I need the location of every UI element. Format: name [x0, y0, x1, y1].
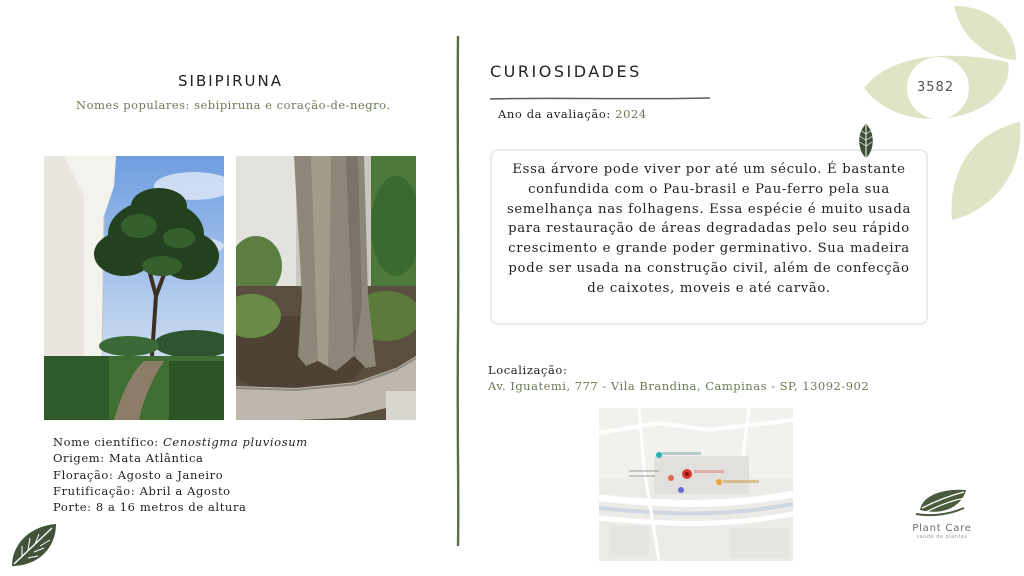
- scientific-name-row: [53, 434, 308, 450]
- tree-photo: [44, 156, 224, 420]
- location-map[interactable]: [599, 408, 793, 561]
- column-divider: [455, 36, 461, 546]
- fruiting-label: Frutificação:: [53, 483, 136, 498]
- curiosities-text: Essa árvore pode viver por até um século. É bastante confundida com o Pau-brasil e Pau-ferro pela sua semelhança nas folhagens. Essa espécie é muito usada para restauração de áreas degradadas pelo seu rápido crescimento e grande poder germinativo. Sua madeira pode ser usada na construção civil, além de confecção de caixotes, moveis e até carvão.: [506, 162, 912, 296]
- scientific-name-label: Nome científico:: [53, 435, 159, 449]
- evaluation-year-label: Ano da avaliação:: [498, 107, 611, 121]
- popular-names: [76, 98, 390, 112]
- brand-name: Plant Care: [912, 523, 972, 534]
- size-row: [53, 499, 308, 515]
- decorative-leaves: [858, 0, 1024, 230]
- brand-logo: [902, 486, 982, 540]
- heading-underline: [490, 86, 710, 105]
- popular-names-label: Nomes populares:: [76, 98, 190, 112]
- fruiting-row: [53, 483, 308, 499]
- origin-label: Origem:: [53, 451, 105, 466]
- leaf-icon: [8, 520, 60, 574]
- location-label: Localização:: [488, 363, 568, 377]
- plant-care-logo-icon: [914, 486, 970, 518]
- curiosities-heading: CURIOSIDADES: [490, 62, 642, 81]
- origin-row: [53, 450, 308, 466]
- size-value: 8 a 16 metros de altura: [95, 500, 247, 515]
- fruiting-value: Abril a Agosto: [139, 483, 231, 498]
- species-code: 3582: [917, 80, 955, 95]
- flowering-row: [53, 467, 308, 483]
- flowering-label: Floração:: [53, 467, 114, 482]
- species-title: SIBIPIRUNA: [178, 72, 284, 90]
- scientific-name-value: Cenostigma pluviosum: [163, 435, 308, 449]
- evaluation-year-value: 2024: [615, 107, 647, 121]
- location-address[interactable]: Av. Iguatemi, 777 - Vila Brandina, Campinas - SP, 13092-902: [488, 379, 870, 393]
- flowering-value: Agosto a Janeiro: [117, 467, 224, 482]
- brand-tagline: saúde de plantas: [916, 534, 968, 540]
- trunk-photo: [236, 156, 416, 420]
- size-label: Porte:: [53, 500, 92, 515]
- evaluation-year: [498, 107, 647, 121]
- origin-value: Mata Atlântica: [109, 451, 204, 466]
- popular-names-value: sebipiruna e coração-de-negro.: [194, 98, 391, 112]
- species-facts: [53, 434, 308, 515]
